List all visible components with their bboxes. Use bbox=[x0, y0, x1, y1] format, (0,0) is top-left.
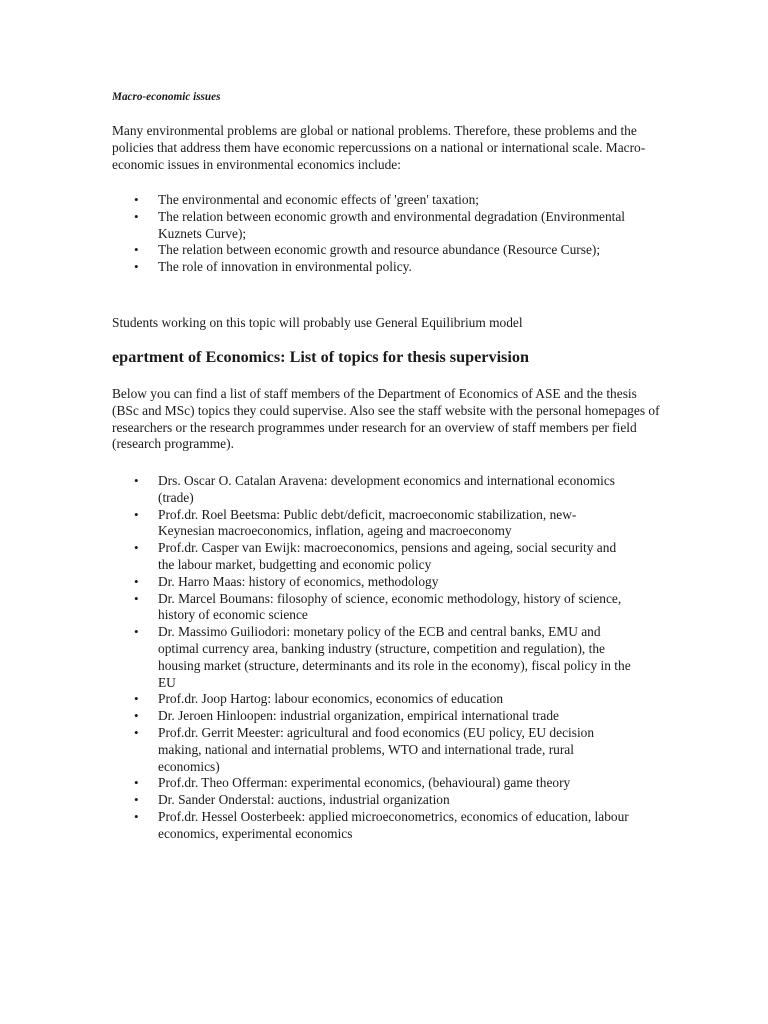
staff-list-item: • Prof.dr. Theo Offerman: experimental economics, (behavioural) game theory bbox=[112, 775, 632, 792]
staff-list-item: • Dr. Massimo Guiliodori: monetary policy of the ECB and central banks, EMU and optimal currency area, banking industry (structure, competition and regulation), the housing market (structure, determinants and its role in the economy), fiscal policy in the EU bbox=[112, 624, 632, 691]
staff-list-item: • Prof.dr. Hessel Oosterbeek: applied microeconometrics, economics of education, labour economics, experimental economics bbox=[112, 809, 632, 843]
staff-list-item: • Dr. Marcel Boumans: filosophy of science, economic methodology, history of science, history of economic science bbox=[112, 591, 632, 625]
staff-list-item: • Prof.dr. Casper van Ewijk: macroeconomics, pensions and ageing, social security and the labour market, budgetting and economic policy bbox=[112, 540, 632, 574]
staff-list-item: • Prof.dr. Gerrit Meester: agricultural and food economics (EU policy, EU decision making, national and internatial problems, WTO and international trade, rural economics) bbox=[112, 725, 632, 775]
department-intro: Below you can find a list of staff members of the Department of Economics of ASE and the thesis (BSc and MSc) topics they could supervise. Also see the staff website with the personal homepages of researchers or the research programmes under research for an overview of staff members per field (research programme). bbox=[112, 386, 660, 452]
staff-list-item: • Dr. Jeroen Hinloopen: industrial organization, empirical international trade bbox=[112, 708, 632, 725]
staff-list-item: • Dr. Sander Onderstal: auctions, industrial organization bbox=[112, 792, 632, 809]
staff-list-item: • Prof.dr. Joop Hartog: labour economics, economics of education bbox=[112, 691, 632, 708]
department-title: epartment of Economics: List of topics for thesis supervision bbox=[112, 348, 529, 366]
staff-list-item: • Prof.dr. Roel Beetsma: Public debt/deficit, macroeconomic stabilization, new-Keynesian macroeconomics, inflation, ageing and macroeconomy bbox=[112, 507, 632, 541]
list-item: • The relation between economic growth and resource abundance (Resource Curse); bbox=[112, 242, 632, 259]
macro-issues-intro: Many environmental problems are global or national problems. Therefore, these problems and the policies that address them have economic repercussions on a national or international scale. Macro-economic issues in environmental economics include: bbox=[112, 123, 646, 172]
students-note: Students working on this topic will probably use General Equilibrium model bbox=[112, 315, 523, 330]
list-item: • The role of innovation in environmental policy. bbox=[112, 259, 632, 276]
macro-issues-list bbox=[112, 192, 632, 276]
list-item: • The environmental and economic effects of 'green' taxation; bbox=[112, 192, 632, 209]
list-item: • The relation between economic growth and environmental degradation (Environmental Kuznets Curve); bbox=[112, 209, 632, 243]
macro-issues-heading: Macro-economic issues bbox=[112, 91, 221, 103]
staff-list-item: • Dr. Harro Maas: history of economics, methodology bbox=[112, 574, 632, 591]
staff-list-item: • Drs. Oscar O. Catalan Aravena: development economics and international economics (trade) bbox=[112, 473, 632, 507]
staff-list bbox=[112, 473, 632, 843]
